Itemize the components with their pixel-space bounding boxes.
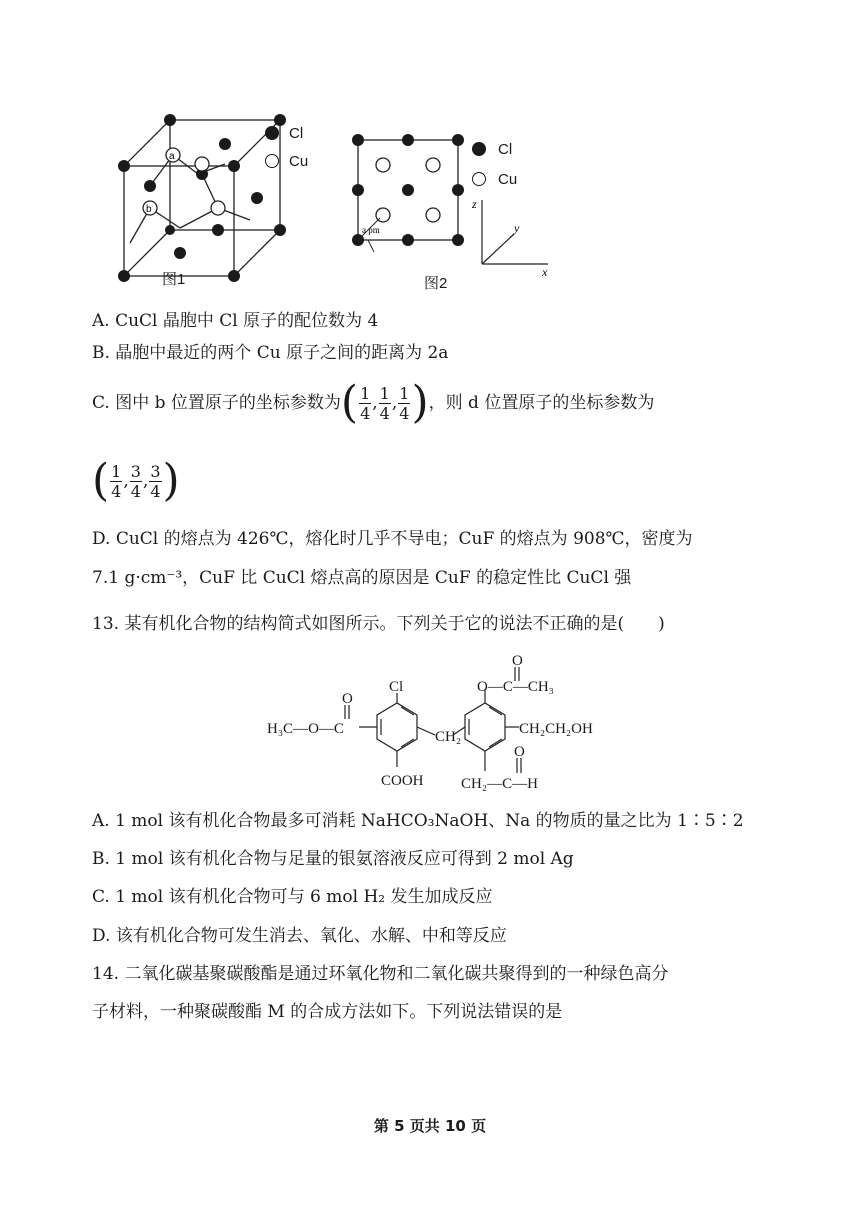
- fig2-dimension: a pm: [362, 225, 380, 235]
- marker-a: a: [169, 151, 175, 162]
- axes-icon: [470, 192, 560, 277]
- ch2ch2oh-label: CH₂CH₂OH: [519, 721, 593, 737]
- figure-2-projection: [350, 132, 470, 257]
- ch2-bridge-label: CH₂: [435, 729, 462, 745]
- q12-option-c-middle: ，则 d 位置原子的坐标参数为: [428, 393, 655, 413]
- page-footer: 第 5 页共 10 页: [373, 1117, 487, 1135]
- axis-y-label: y: [514, 221, 520, 235]
- q12-option-d-line2: 7.1 g·cm⁻³，CuF 比 CuCl 熔点高的原因是 CuF 的稳定性比 CuCl 强: [92, 568, 632, 588]
- legend-cu-label: Cu: [289, 152, 309, 170]
- q12-option-c-prefix: C. 图中 b 位置原子的坐标参数为: [92, 393, 341, 413]
- acetate-label: O—C—CH₃: [477, 679, 554, 695]
- axis-x-label: x: [542, 265, 548, 277]
- aldehyde-o-label: O: [514, 744, 525, 760]
- b-coord-3: $\frac{1}{4}$: [399, 383, 410, 423]
- q13-stem: 13. 某有机化合物的结构简式如图所示。下列关于它的说法不正确的是( ): [92, 614, 665, 634]
- d-coord-2: $\frac{3}{4}$: [130, 461, 141, 501]
- b-coord-2: $\frac{1}{4}$: [379, 383, 390, 423]
- legend-cu-label: Cu: [498, 170, 518, 188]
- ester-left-label: H₃C—O—C: [267, 721, 344, 737]
- legend-cl-label: Cl: [498, 140, 513, 158]
- cooh-label: COOH: [381, 773, 424, 789]
- q13-option-d: D. 该有机化合物可发生消去、氧化、水解、中和等反应: [92, 926, 507, 946]
- filled-circle-icon: [265, 126, 279, 140]
- q13-option-b: B. 1 mol 该有机化合物与足量的银氨溶液反应可得到 2 mol Ag: [92, 849, 574, 869]
- carbonyl-o-label: O: [342, 691, 353, 707]
- q13-structure: [265, 645, 605, 800]
- d-coord-1: $\frac{1}{4}$: [111, 461, 122, 501]
- fig2-legend: [472, 134, 517, 194]
- axis-z-label: z: [472, 197, 477, 211]
- figure-1-caption: 图1: [162, 271, 186, 288]
- q14-stem-line2: 子材料，一种聚碳酸酯 M 的合成方法如下。下列说法错误的是: [92, 1002, 563, 1022]
- q12-option-d-line1: D. CuCl 的熔点为 426℃，熔化时几乎不导电；CuF 的熔点为 908℃，密度为: [92, 529, 693, 549]
- q12-option-b: B. 晶胞中最近的两个 Cu 原子之间的距离为 2a: [92, 343, 449, 363]
- filled-circle-icon: [472, 142, 486, 156]
- figure-2-caption: 图2: [424, 275, 448, 292]
- fig1-legend: [265, 120, 308, 176]
- open-circle-icon: [265, 154, 279, 168]
- q13-option-a: A. 1 mol 该有机化合物最多可消耗 NaHCO₃NaOH、Na 的物质的量之比为 1∶5∶2: [92, 811, 744, 831]
- cl-label: Cl: [389, 679, 404, 695]
- d-coord-3: $\frac{3}{4}$: [150, 461, 161, 501]
- q12-option-a: A. CuCl 晶胞中 Cl 原子的配位数为 4: [92, 311, 379, 331]
- acetate-o-label: O: [512, 653, 523, 669]
- q12-option-c: C. 图中 b 位置原子的坐标参数为 ( $\frac{1}{4}$ , $\frac{1}{4}$ , $\frac{1}{4}$ ) ，则 d 位置原子的坐标参数为: [92, 377, 655, 428]
- q12-option-c-d-coords: ( $\frac{1}{4}$ , $\frac{3}{4}$ , $\frac{3}{4}$ ): [92, 455, 180, 506]
- q14-stem-line1: 14. 二氧化碳基聚碳酸酯是通过环氧化物和二氧化碳共聚得到的一种绿色高分: [92, 964, 669, 984]
- open-circle-icon: [472, 172, 486, 186]
- marker-b: b: [146, 204, 152, 215]
- b-coord-1: $\frac{1}{4}$: [360, 383, 371, 423]
- ch2cho-label: CH₂—C—H: [461, 776, 538, 792]
- q13-option-c: C. 1 mol 该有机化合物可与 6 mol H₂ 发生加成反应: [92, 887, 493, 907]
- legend-cl-label: Cl: [289, 124, 304, 142]
